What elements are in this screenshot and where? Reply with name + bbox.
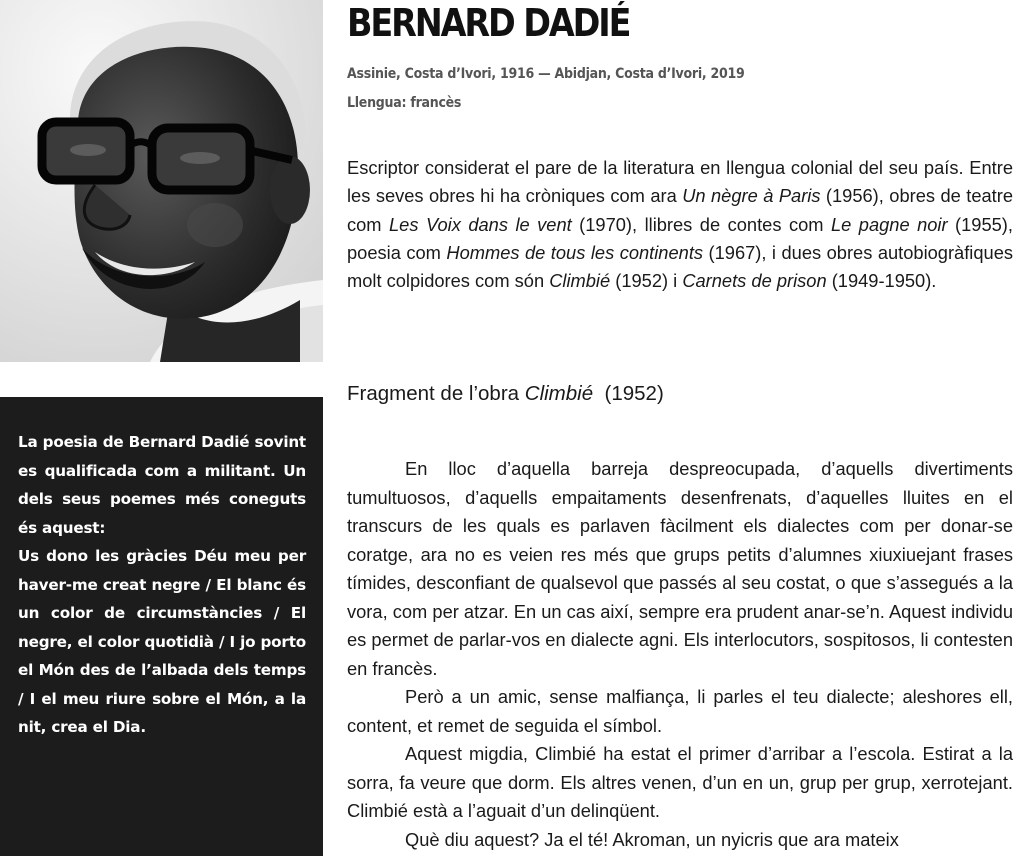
bio-text: (1970), llibres de contes com [571, 213, 831, 235]
sidebar-intro: La poesia de Bernard Dadié sovint es qualificada com a militant. Un dels seus poemes més coneguts és aquest: [18, 433, 306, 537]
bio-work-title: Climbié [549, 270, 611, 292]
bio-work-title: Un nègre à Paris [682, 185, 821, 207]
fragment-title-year: (1952) [593, 382, 664, 405]
author-name: BERNARD DADIÉ [347, 1, 630, 45]
poem-sidebar [0, 397, 323, 856]
bio-work-title: Carnets de prison [682, 270, 827, 292]
author-portrait [0, 0, 323, 362]
fragment-paragraph: Però a un amic, sense malfiança, li parles el teu dialecte; aleshores ell, content, et remet de seguida el símbol. [347, 686, 1013, 736]
fragment-title [347, 382, 664, 406]
fragment-title-prefix: Fragment de l’obra [347, 382, 525, 405]
bio-text: (1967), i dues obres autobiogràfiques molt colpidores com són [347, 241, 1013, 292]
bio-text: (1955), poesia com [347, 213, 1013, 263]
fragment-paragraph: Què diu aquest? Ja el té! Akroman, un nyicris que ara mateix [405, 828, 899, 850]
author-meta [347, 60, 745, 118]
fragment-text [347, 455, 1013, 854]
fragment-paragraph: En lloc d’aquella barreja despreocupada, d’aquells divertiments tumultuosos, d’aquells empaitaments desenfrenats, d’aquelles lluites en el transcurs de les quals es parlaven fàcilment els dialectes com per donar-se coratge, ara no es veien res més que grups petits d’alumnes xiuxiuejant frases tímides, desconfiant de qualsevol que passés al seu costat, o que s’assegués a la vora, com per atzar. En un cas així, sempre era prudent anar-se’n. Aquest individu es permet de parlar-vos en dialecte agni. Els interlocutors, sospitosos, li contesten en francès. [347, 458, 1013, 679]
bio-work-title: Le pagne noir [830, 213, 948, 235]
bio-text: (1949-1950). [826, 270, 937, 292]
sidebar-poem: Us dono les gràcies Déu meu per haver-me creat negre / El blanc és un color de circumstàncies / El negre, el color quotidià / I jo porto el Món des de l’albada dels temps / I el meu riure sobre el Món, a la nit, crea el Dia. [18, 547, 306, 736]
author-lifespan: Assinie, Costa d’Ivori, 1916 — Abidjan, Costa d’Ivori, 2019 [347, 66, 745, 82]
bio-text: (1956), obres de teatre com [347, 185, 1013, 235]
fragment-paragraph: Aquest migdia, Climbié ha estat el primer d’arribar a l’escola. Estirat a la sorra, fa veure que dorm. Els altres venen, d’un en un, grup per grup, xerrotejant. Climbié està a l’aguait d’un delinqüent. [347, 743, 1013, 821]
author-language: Llengua: francès [347, 95, 462, 111]
bio-work-title: Les Voix dans le vent [389, 213, 572, 235]
bio-text: (1952) i [610, 270, 683, 292]
bio-text: Escriptor considerat el pare de la literatura en llengua colonial del seu país. Entre les seves obres hi ha cròniques com ara [347, 157, 1013, 207]
fragment-title-work: Climbié [524, 382, 594, 405]
author-bio [347, 154, 1013, 295]
bio-work-title: Hommes de tous les continents [446, 241, 704, 263]
